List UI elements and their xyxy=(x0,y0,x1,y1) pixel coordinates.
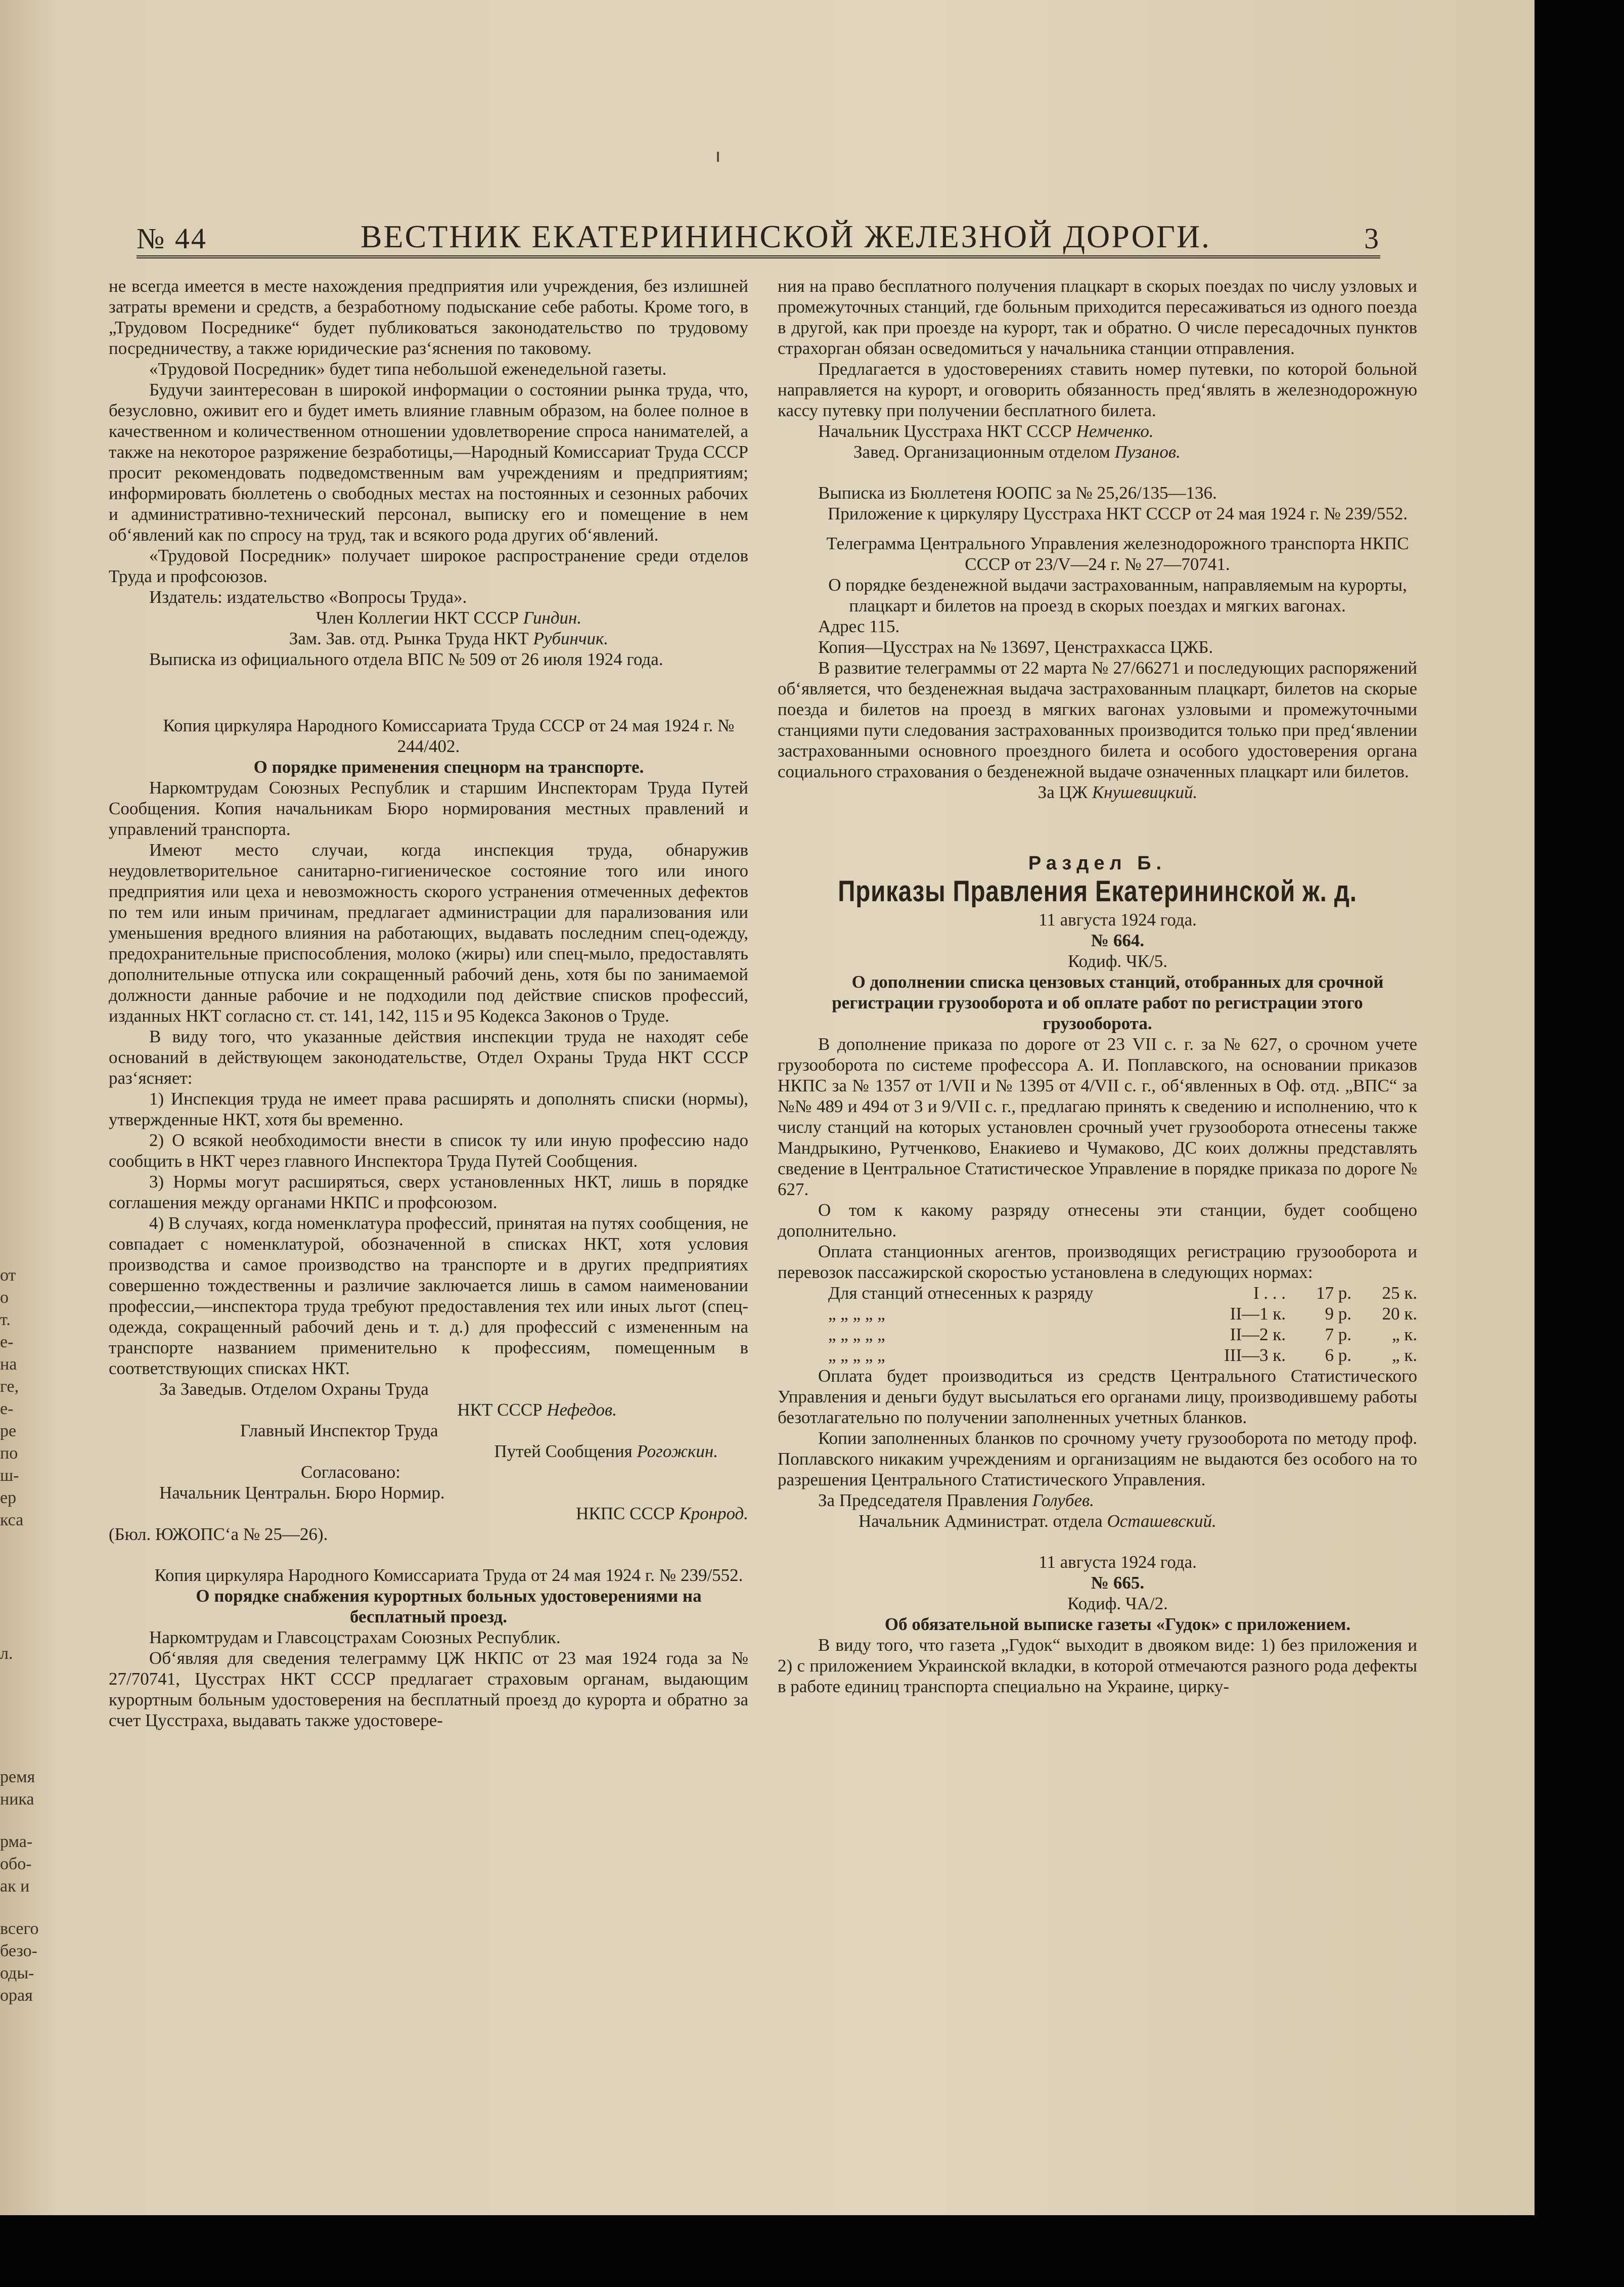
fragment-line: обо- xyxy=(0,1855,32,1873)
signature: Путей Сообщения Рогожкин. xyxy=(494,1441,718,1461)
paragraph: В дополнение приказа по дороге от 23 VII с. г. за № 627, о срочном учете грузооборота по системе профессора А. И. Поплавского, на основании приказов НКПС за № 1357 от 1/VII и № 1395 от 4/VII с. г., об‘явленных в Оф. отд. „ВПС“ за №№ 489 и 494 от 3 и 9/VII с. г., предлагаю принять к сведению и исполнению, что к числу станций на которых установлен срочный учет грузооборота отнесены также Мандрыкино, Рутченково, Енакиево и Чумаково, ДС коих должны представлять сведение в Центральное Статистическое Управление в порядке приказа по дороге № 627. xyxy=(778,1034,1417,1199)
fragment-line: ремя xyxy=(0,1768,35,1786)
fragment-line: е- xyxy=(0,1399,14,1418)
fragment-line: т. xyxy=(0,1310,11,1329)
order-date: 11 августа 1924 года. xyxy=(1039,1552,1197,1572)
fragment-line: всего xyxy=(0,1919,39,1938)
paragraph: 1) Инспекция труда не имеет права расширять и дополнять списки (нормы), утвержденные НКТ, хотя бы временно. xyxy=(109,1089,748,1129)
rate-row: „ „ „ „ „ II—2 к. 7 р. „ к. xyxy=(828,1325,1417,1344)
fragment-line: от xyxy=(0,1266,16,1285)
signature: Завед. Организационным отделом Пузанов. xyxy=(853,442,1181,462)
paragraph: О том к какому разряду отнесены эти станции, будет сообщено дополнительно. xyxy=(778,1200,1417,1241)
paragraph: Издатель: издательство «Вопросы Труда». xyxy=(149,587,467,607)
newspaper-title: ВЕСТНИК ЕКАТЕРИНИНСКОЙ ЖЕЛЕЗНОЙ ДОРОГИ. xyxy=(360,218,1211,254)
paragraph: «Трудовой Посредник» получает широкое распространение среди отделов Труда и профсоюзов. xyxy=(109,546,748,586)
rate-row: Для станций отнесенных к разряду I . . . 17 р. 25 к. xyxy=(828,1283,1417,1303)
order-number: № 665. xyxy=(1091,1573,1145,1593)
signature: Начальник Центральн. Бюро Нормир. xyxy=(159,1483,445,1503)
paragraph: Адрес 115. xyxy=(818,617,900,636)
paragraph: В виду того, что газета „Гудок“ выходит в двояком виде: 1) без приложения и 2) с приложением Украинской вкладки, в которой отмечаются разного рода дефекты в работе единиц транспорта специально на Украине, цирку- xyxy=(778,1635,1417,1696)
left-column xyxy=(109,276,748,1731)
adjacent-page-fragment xyxy=(0,1264,56,2124)
signature: Член Коллегии НКТ СССР Гиндин. xyxy=(315,608,582,628)
section-label: Раздел Б. xyxy=(1028,853,1167,874)
paragraph: «Трудовой Посредник» будет типа небольшой еженедельной газеты. xyxy=(149,359,667,379)
signature: Начальник Цусстраха НКТ СССР Немченко. xyxy=(818,421,1154,441)
fragment-line: е- xyxy=(0,1333,14,1351)
circular-caption: О порядке применения спецнорм на транспорте. xyxy=(253,757,644,777)
signature: Главный Инспектор Труда xyxy=(240,1421,438,1440)
fragment-line: ге, xyxy=(0,1377,19,1396)
fragment-line: ш- xyxy=(0,1466,19,1485)
issue-number: № 44 xyxy=(137,222,207,255)
circular-caption: О порядке снабжения курортных больных удостоверениями на бесплатный проезд. xyxy=(196,1586,702,1626)
paragraph: ния на право бесплатного получения плацкарт в скорых поездах по числу узловых и промежуточных станций, где больным приходится пересаживаться из одного поезда в другой, как при проезде на курорт, так и обратно. О числе пересадочных пунктов страхорган обязан осведомиться у начальника станции отправления. xyxy=(778,276,1417,358)
order-codification: Кодиф. ЧА/2. xyxy=(1067,1594,1168,1613)
fragment-line: по xyxy=(0,1444,18,1463)
signature: За ЦЖ Кнушевицкий. xyxy=(1037,782,1198,802)
circular-title: Копия циркуляра Народного Комиссариата Труда СССР от 24 мая 1924 г. № 244/402. xyxy=(163,716,735,756)
order-caption: О дополнении списка цензовых станций, отобранных для срочной регистрации грузооборота и об оплате работ по регистрации этого грузооборота. xyxy=(832,972,1384,1033)
fragment-line: орая xyxy=(0,1986,33,2005)
signature: За Заведыв. Отделом Охраны Труда xyxy=(159,1379,429,1399)
source-note: (Бюл. ЮЖОПС‘а № 25—26). xyxy=(109,1524,328,1544)
fragment-line: рма- xyxy=(0,1832,33,1851)
paragraph: Имеют место случаи, когда инспекция труда, обнаружив неудовлетворительное санитарно-гигиеническое состояние того или иного предприятия или цеха и невозможность скорого устранения отмеченных дефектов по тем или иным причинам, предлагает администрации для парализования или уменьшения вредного влияния на работающих, выдавать последним спец-одежду, предохранительные приспособления, молоко (жиры) или спец-мыло, предоставлять дополнительные отпуска или сокращенный рабочий день, хотя бы по занимаемой должности данные рабочие и не подходили под действие списков профессий, изданных НКТ согласно ст. ст. 141, 142, 115 и 95 Кодекса Законов о Труде. xyxy=(109,840,748,1026)
section-heading: Приказы Правления Екатерининской ж. д. xyxy=(838,875,1357,908)
paragraph: Выписка из Бюллетеня ЮОПС за № 25,26/135—136. xyxy=(818,483,1217,503)
fragment-line: ре xyxy=(0,1422,17,1440)
order-date: 11 августа 1924 года. xyxy=(1039,910,1197,930)
telegram-caption: О порядке безденежной выдачи застрахованным, направляемым на курорты, плацкарт и билетов на проезд в скорых поездах и мягких вагонах. xyxy=(828,575,1407,615)
fragment-line: о xyxy=(0,1288,9,1307)
page-number: 3 xyxy=(1364,222,1380,255)
paragraph: Оплата будет производиться из средств Центрального Статистического Управления и деньги будут высылаться его органами лицу, производившему работы безотлагательно по получении заполненных учетных бланков. xyxy=(778,1366,1417,1427)
paragraph: 4) В случаях, когда номенклатура профессий, принятая на путях сообщения, не совпадает с номенклатурой, обозначенной в списках НКТ, хотя условия производства и самое производство на транспорте и в других предприятиях совершенно тождественны и различие заключается лишь в самом наименовании профессии,—инспектора труда требуют предоставления тех или иных льгот (спец-одежда, сокращенный рабочий день и т. д.) для профессий с измененным на транспорте названием применительно к профессиям, помещенным в соответствующих списках НКТ. xyxy=(109,1213,748,1378)
order-caption: Об обязательной выписке газеты «Гудок» с приложением. xyxy=(884,1614,1351,1634)
fragment-line: безо- xyxy=(0,1942,37,1960)
fragment-line: ника xyxy=(0,1790,34,1809)
order-codification: Кодиф. ЧК/5. xyxy=(1068,951,1167,971)
appendix-title: Приложение к циркуляру Цусстраха НКТ СССР от 24 мая 1924 г. № 239/552. xyxy=(828,504,1408,523)
paragraph: Копия—Цусстрах на № 13697, Ценстрахкасса ЦЖБ. xyxy=(818,637,1213,657)
paragraph: Будучи заинтересован в широкой информации о состоянии рынка труда, что, безусловно, оживит его и будет иметь влияние главным образом, на более полное в качественном и количественном отношении удовлетворение спроса нанимателей, а также на некоторое разряжение безработицы,—Народный Комиссариат Труда СССР просит рекомендовать подведомственным вам учреждениям и предприятиям; информировать бюллетень о свободных местах на постоянных и сезонных рабочих и административно-технический персонал, выписку его и помещение в нем об‘явлений как по спросу на труд, так и всякого рода других об‘явлений. xyxy=(109,380,748,545)
paragraph: Оплата станционных агентов, производящих регистрацию грузооборота и перевозок пассажирской скоростью установлена в следующих нормах: xyxy=(778,1242,1417,1282)
fragment-line: оды- xyxy=(0,1964,34,1983)
right-column xyxy=(778,276,1417,1697)
signature: Зам. Зав. отд. Рынка Труда НКТ Рубинчик. xyxy=(289,629,609,648)
paragraph: Об‘являя для сведения телеграмму ЦЖ НКПС от 23 мая 1924 года за № 27/70741, Цусстрах НКТ СССР предлагает страховым органам, выдающим курортным больным удостоверения на бесплатный проезд до курорта и обратно за счет Цусстраха, выдавать также удостовере- xyxy=(109,1648,748,1730)
rate-row: „ „ „ „ „ II—1 к. 9 р. 20 к. xyxy=(828,1304,1417,1324)
signature: НКТ СССР Нефедов. xyxy=(457,1400,617,1420)
ink-mark xyxy=(717,152,719,162)
order-number: № 664. xyxy=(1091,931,1145,950)
fragment-line: кса xyxy=(0,1511,24,1529)
fragment-line: ер xyxy=(0,1488,17,1507)
paragraph: Копии заполненных бланков по срочному учету грузооборота по методу проф. Поплавского никаким учреждениям и организациям не выдаются без особого на то разрешения Центрального Статистического Управления. xyxy=(778,1428,1417,1489)
signature: За Председателя Правления Голубев. xyxy=(818,1490,1094,1510)
paragraph: Наркомтрудам и Главсоцстрахам Союзных Республик. xyxy=(149,1628,561,1647)
paragraph: В развитие телеграммы от 22 марта № 27/66271 и последующих распоряжений об‘является, что безденежная выдача застрахованным плацкарт, билетов на скорые поезда и билетов на проезд в мягких вагонах узловыми и промежуточными станциями пути следования застрахованных производится только при пред‘явлении застрахованными основного проездного билета и особого удостоверения органа социального страхования о безденежной выдаче означенных плацкарт или билетов. xyxy=(778,658,1417,781)
signature: НКПС СССР Кронрод. xyxy=(576,1504,748,1523)
fragment-line: на xyxy=(0,1355,17,1374)
rate-row: „ „ „ „ „ III—3 к. 6 р. „ к. xyxy=(828,1345,1417,1365)
paragraph: Выписка из официального отдела ВПС № 509 от 26 июля 1924 года. xyxy=(149,649,663,669)
fragment-line: л. xyxy=(0,1644,13,1663)
paragraph: Предлагается в удостоверениях ставить номер путевки, по которой больной направляется на курорт, и оговорить обязанность пред‘являть в железнодорожную кассу путевку при получении бесплатного билета. xyxy=(778,359,1417,420)
signature: Начальник Администрат. отдела Осташевский. xyxy=(859,1511,1216,1531)
circular-title: Копия циркуляра Народного Комиссариата Труда от 24 мая 1924 г. № 239/552. xyxy=(154,1565,743,1585)
paragraph: В виду того, что указанные действия инспекции труда не находят себе оснований в действующем законодательстве, Отдел Охраны Труда НКТ СССР раз‘ясняет: xyxy=(109,1027,748,1088)
paragraph: 2) О всякой необходимости внести в список ту или иную профессию надо сообщить в НКТ через главного Инспектора Труда Путей Сообщения. xyxy=(109,1130,748,1171)
running-header xyxy=(137,210,1380,258)
paragraph: Наркомтрудам Союзных Республик и старшим Инспекторам Труда Путей Сообщения. Копия начальникам Бюро нормирования местных правлений и управлений транспорта. xyxy=(109,778,748,839)
paragraph: 3) Нормы могут расширяться, сверх установленных НКТ, лишь в порядке соглашения между органами НКПС и профсоюзом. xyxy=(109,1172,748,1212)
telegram-title: Телеграмма Центрального Управления железнодорожного транспорта НКПС СССР от 23/V—24 г. № 27—70741. xyxy=(826,534,1409,574)
signature: Согласовано: xyxy=(301,1462,401,1482)
fragment-line: ак и xyxy=(0,1877,30,1896)
paragraph: не всегда имеется в месте нахождения предприятия или учреждения, без излишней затраты времени и средств, а безработному подыскание себе работы. Кроме того, в „Трудовом Посреднике“ будет публиковаться законодательство по трудовому посредничеству, а также юридические раз‘яснения по таковому. xyxy=(109,276,748,358)
